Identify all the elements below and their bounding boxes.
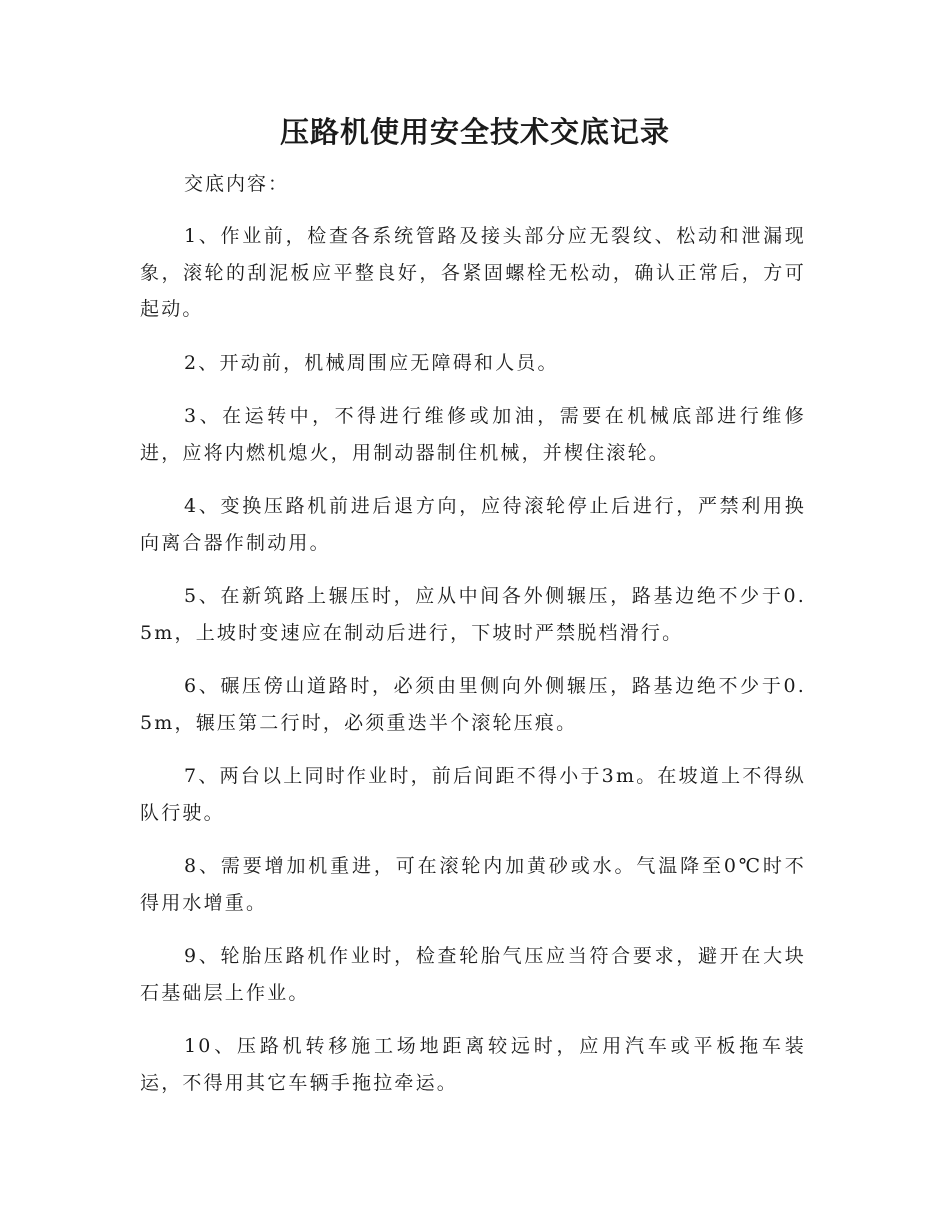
page-title: 压路机使用安全技术交底记录 xyxy=(279,115,670,149)
intro-label: 交底内容： xyxy=(184,173,290,195)
paragraph-item-7: 7、两台以上同时作业时，前后间距不得小于3m。在坡道上不得纵队行驶。 xyxy=(140,765,806,824)
paragraph-item-2: 2、开动前，机械周围应无障碍和人员。 xyxy=(184,351,559,374)
paragraph-item-3: 3、在运转中，不得进行维修或加油，需要在机械底部进行维修进，应将内燃机熄火，用制动器制住机械，并楔住滚轮。 xyxy=(140,405,806,464)
paragraph-item-10: 10、压路机转移施工场地距离较远时，应用汽车或平板拖车装运，不得用其它车辆手拖拉牵运。 xyxy=(140,1035,806,1094)
paragraph-item-5: 5、在新筑路上辗压时，应从中间各外侧辗压，路基边绝不少于0.5m，上坡时变速应在制动后进行，下坡时严禁脱档滑行。 xyxy=(140,585,806,644)
paragraph-item-8: 8、需要增加机重进，可在滚轮内加黄砂或水。气温降至0℃时不得用水增重。 xyxy=(140,855,806,914)
paragraph-item-6: 6、碾压傍山道路时，必须由里侧向外侧辗压，路基边绝不少于0.5m，辗压第二行时，必须重迭半个滚轮压痕。 xyxy=(140,675,806,734)
paragraph-item-9: 9、轮胎压路机作业时，检查轮胎气压应当符合要求，避开在大块石基础层上作业。 xyxy=(140,945,806,1004)
paragraph-item-4: 4、变换压路机前进后退方向，应待滚轮停止后进行，严禁利用换向离合器作制动用。 xyxy=(140,495,806,554)
document-body xyxy=(140,218,806,1118)
paragraph-item-1: 1、作业前，检查各系统管路及接头部分应无裂纹、松动和泄漏现象，滚轮的刮泥板应平整良好，各紧固螺栓无松动，确认正常后，方可起动。 xyxy=(140,225,806,320)
